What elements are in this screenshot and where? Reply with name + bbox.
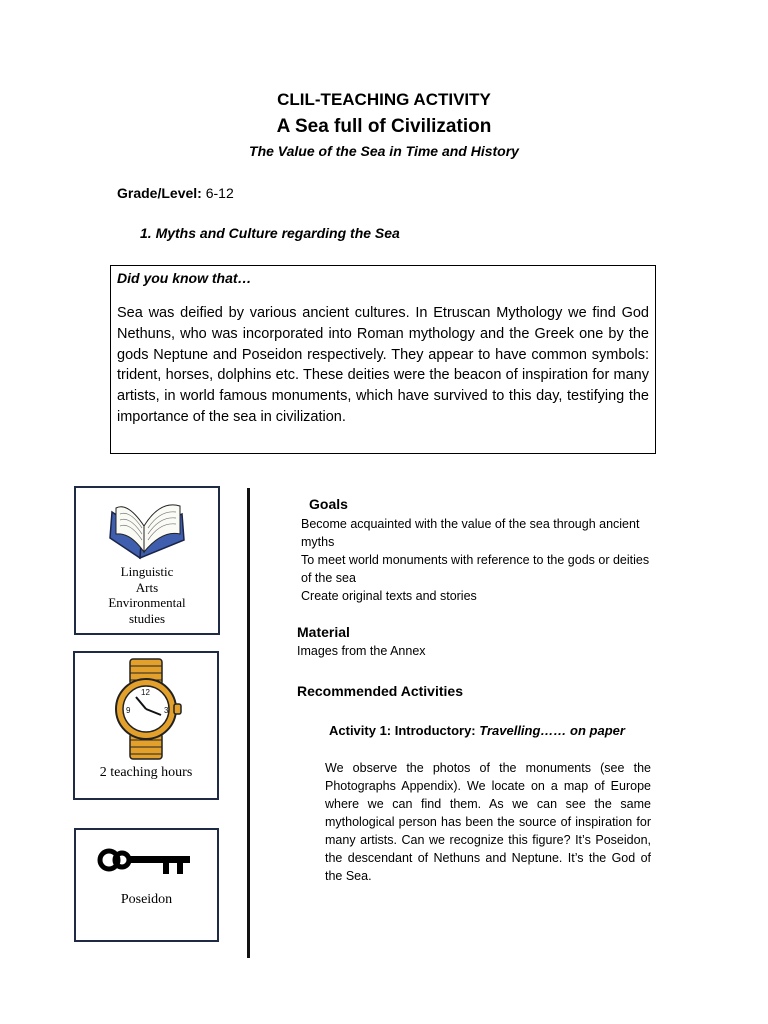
key-icon: [97, 840, 197, 880]
document-title: CLIL-TEACHING ACTIVITY: [277, 90, 491, 109]
grade-label: Grade/Level:: [117, 185, 202, 201]
activity-1-name: Travelling…… on paper: [479, 723, 625, 738]
goal-item: To meet world monuments with reference to the gods or deities of the sea: [301, 553, 650, 585]
teaching-hours-label: 2 teaching hours: [99, 765, 193, 780]
svg-text:3: 3: [164, 706, 169, 715]
material-text: Images from the Annex: [297, 644, 426, 658]
section-heading: 1. Myths and Culture regarding the Sea: [140, 225, 400, 241]
vertical-divider: [247, 488, 250, 958]
subject-environmental: Environmental: [108, 595, 186, 610]
grade-level: [117, 185, 234, 201]
subject-linguistic: Linguistic: [120, 564, 174, 579]
poseidon-label: Poseidon: [120, 892, 173, 907]
document-subtitle: A Sea full of Civilization: [276, 116, 492, 137]
goal-item: Create original texts and stories: [301, 589, 477, 603]
activity-1-text: We observe the photos of the monuments (see the Photographs Appendix). We locate on a map of Europe where we can find them. As we can see the same mythological person has been the source of inspiration for many artists. Can we recognize this figure? It’s Poseidon, the descendant of Nethuns and Neptune. It’s the God of the Sea.: [325, 761, 651, 883]
document-tagline: The Value of the Sea in Time and History: [249, 143, 519, 159]
key-card: [74, 828, 219, 942]
activity-1-label: Activity 1: Introductory:: [329, 723, 480, 738]
time-card: [73, 651, 219, 800]
svg-text:12: 12: [141, 688, 150, 697]
subject-arts: Arts: [135, 579, 159, 595]
material-title: Material: [297, 624, 350, 640]
goals-list: [301, 515, 661, 605]
svg-text:9: 9: [126, 706, 131, 715]
goal-item: Become acquainted with the value of the sea through ancient myths: [301, 517, 640, 549]
activity-1-heading: [329, 723, 625, 738]
grade-value: 6-12: [201, 185, 234, 201]
subject-studies: studies: [128, 610, 166, 626]
goals-title: Goals: [309, 496, 348, 512]
subjects-card: [74, 486, 220, 635]
open-book-icon: [102, 492, 192, 564]
info-box-heading: Did you know that…: [117, 270, 252, 286]
info-box-body: Sea was deified by various ancient cultures. In Etruscan Mythology we find God Nethuns, who was incorporated into Roman mythology and the Greek one by the gods Neptune and Poseidon respectively. They appear to have common symbols: trident, horses, dolphins etc. These deities were the beacon of inspiration for many artists, in world famous monuments, which have survived to this day, testifying the importance of the sea in civilization.: [117, 305, 649, 425]
activities-title: Recommended Activities: [297, 683, 463, 699]
info-box: [110, 265, 656, 454]
wristwatch-icon: [106, 657, 186, 761]
